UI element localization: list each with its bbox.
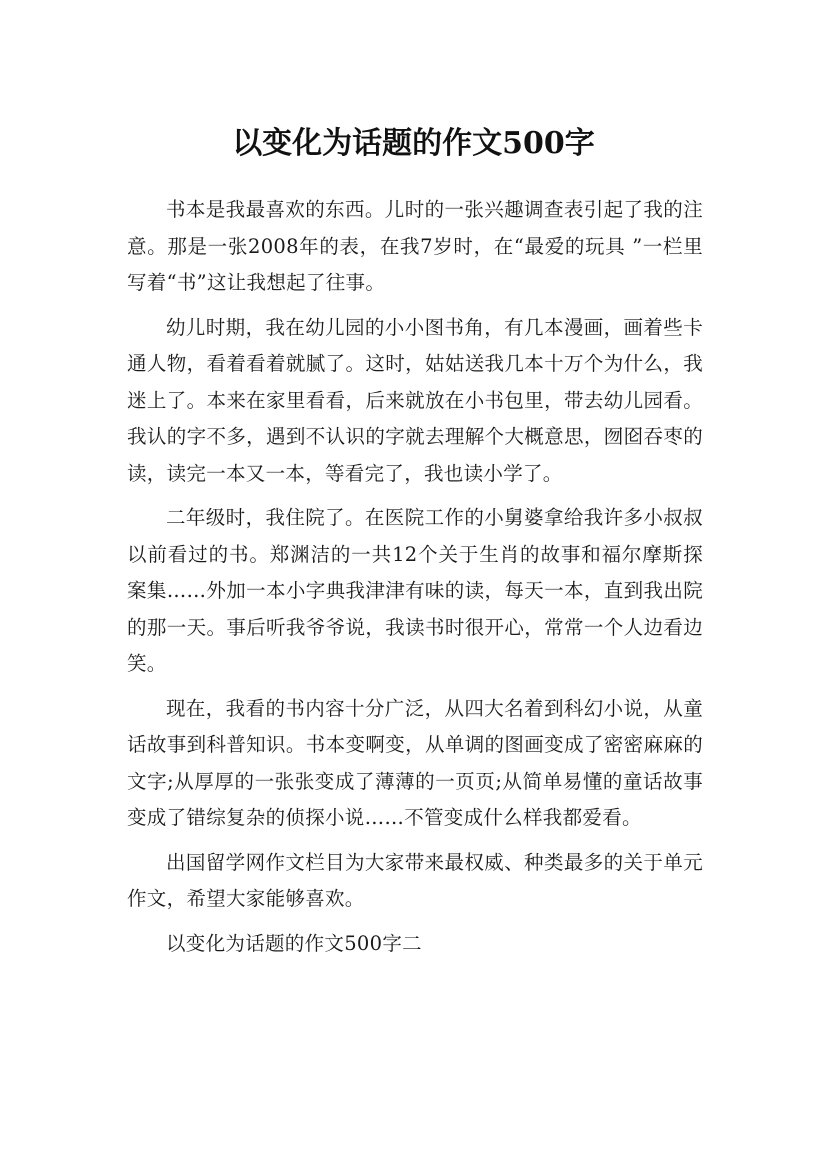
paragraph-2: 幼儿时期，我在幼儿园的小小图书角，有几本漫画，画着些卡通人物，看着看着就腻了。这时，姑姑送我几本十万个为什么，我迷上了。本来在家里看看，后来就放在小书包里，带去幼儿园看。我认的字不多，遇到不认识的字就去理解个大概意思，囫囵吞枣的读，读完一本又一本，等看完了，我也读小学了。 — [127, 315, 703, 485]
document-title: 以变化为话题的作文500字 — [232, 126, 595, 162]
paragraph-5: 出国留学网作文栏目为大家带来最权威、种类最多的关于单元作文，希望大家能够喜欢。 — [127, 850, 703, 910]
document-body — [127, 192, 703, 970]
paragraph-3: 二年级时，我住院了。在医院工作的小舅婆拿给我许多小叔叔以前看过的书。郑渊洁的一共12个关于生肖的故事和福尔摩斯探案集……外加一本小字典我津津有味的读，每天一本，直到我出院的那一天。事后听我爷爷说，我读书时很开心，常常一个人边看边笑。 — [127, 506, 703, 675]
section-subtitle: 以变化为话题的作文500字二 — [166, 931, 422, 955]
paragraph-4: 现在，我看的书内容十分广泛，从四大名着到科幻小说，从童话故事到科普知识。书本变啊变，从单调的图画变成了密密麻麻的文字;从厚厚的一张张变成了薄薄的一页页;从简单易懂的童话故事变成了错综复杂的侦探小说……不管变成什么样我都爱看。 — [127, 696, 703, 829]
paragraph-1: 书本是我最喜欢的东西。儿时的一张兴趣调查表引起了我的注意。那是一张2008年的表，在我7岁时，在“最爱的玩具 ”一栏里写着“书”这让我想起了往事。 — [127, 198, 703, 294]
